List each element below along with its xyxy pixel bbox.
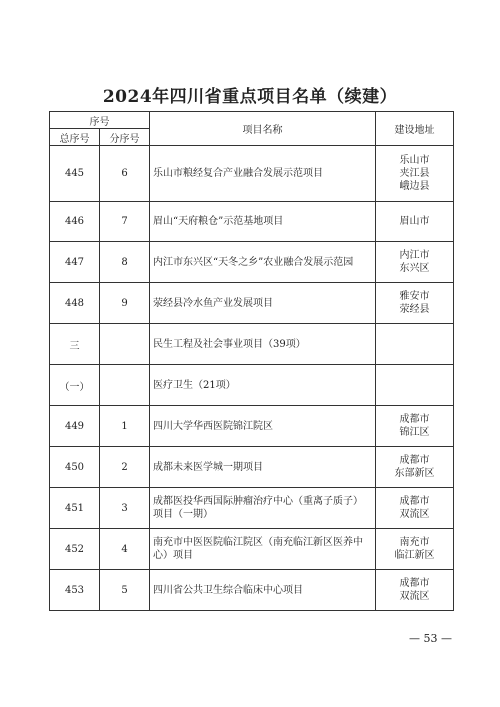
table-row — [50, 365, 454, 406]
location-cell — [376, 202, 454, 242]
location-line: 双流区 — [399, 509, 430, 520]
sub-number-cell: 7 — [100, 202, 150, 242]
location-line: 夹江县 — [399, 168, 430, 179]
sub-number-cell — [100, 365, 150, 406]
sub-number-cell — [100, 324, 150, 365]
project-name-cell: 内江市东兴区“天冬之乡”农业融合发展示范园 — [150, 242, 376, 283]
total-number-cell: （一） — [50, 365, 100, 406]
sub-number-cell: 9 — [100, 283, 150, 324]
sub-number-cell: 5 — [100, 570, 150, 611]
location-line: 荥经县 — [399, 304, 430, 315]
location-line: 乐山市 — [399, 155, 430, 166]
total-number-cell: 449 — [50, 406, 100, 447]
table-row — [50, 283, 454, 324]
project-name-cell: 南充市中医医院临江院区（南充临江新区医养中心）项目 — [150, 529, 376, 570]
project-name-cell: 成都医投华西国际肿瘤治疗中心（重离子质子）项目（一期） — [150, 488, 376, 529]
location-line: 内江市 — [399, 250, 430, 261]
location-line: 雅安市 — [399, 291, 430, 302]
total-number-cell: 453 — [50, 570, 100, 611]
location-line: 双流区 — [399, 591, 430, 602]
location-cell — [376, 570, 454, 611]
location-cell — [376, 406, 454, 447]
location-line: 眉山市 — [399, 216, 430, 227]
header-seq: 序号 — [50, 112, 150, 129]
total-number-cell: 三 — [50, 324, 100, 365]
total-number-cell: 451 — [50, 488, 100, 529]
location-line: 东兴区 — [399, 263, 430, 274]
header-project-name: 项目名称 — [150, 112, 376, 146]
sub-number-cell: 4 — [100, 529, 150, 570]
location-line: 峨边县 — [399, 181, 430, 192]
project-name-cell: 四川省公共卫生综合临床中心项目 — [150, 570, 376, 611]
table-row — [50, 242, 454, 283]
total-number-cell: 448 — [50, 283, 100, 324]
location-line: 南充市 — [399, 537, 430, 548]
location-cell — [376, 365, 454, 406]
location-cell — [376, 283, 454, 324]
table-row — [50, 146, 454, 202]
location-line: 临江新区 — [394, 550, 435, 561]
project-name-cell: 成都未来医学城一期项目 — [150, 447, 376, 488]
project-name-cell: 四川大学华西医院锦江院区 — [150, 406, 376, 447]
total-number-cell: 452 — [50, 529, 100, 570]
table-row — [50, 529, 454, 570]
total-number-cell: 450 — [50, 447, 100, 488]
project-name-cell: 民生工程及社会事业项目（39项） — [150, 324, 376, 365]
project-name-cell: 眉山“天府粮仓”示范基地项目 — [150, 202, 376, 242]
table-row — [50, 488, 454, 529]
header-location: 建设地址 — [376, 112, 454, 146]
project-table — [49, 111, 454, 611]
location-line: 成都市 — [399, 496, 430, 507]
total-number-cell: 446 — [50, 202, 100, 242]
table-row — [50, 447, 454, 488]
project-name-cell: 荥经县冷水鱼产业发展项目 — [150, 283, 376, 324]
project-name-cell: 乐山市粮经复合产业融合发展示范项目 — [150, 146, 376, 202]
location-cell — [376, 242, 454, 283]
project-name-cell: 医疗卫生（21项） — [150, 365, 376, 406]
table-row — [50, 324, 454, 365]
table-row — [50, 406, 454, 447]
sub-number-cell: 8 — [100, 242, 150, 283]
header-sub-no: 分序号 — [100, 129, 150, 146]
total-number-cell: 445 — [50, 146, 100, 202]
location-cell — [376, 146, 454, 202]
location-line: 东部新区 — [394, 468, 435, 479]
location-cell — [376, 447, 454, 488]
sub-number-cell: 1 — [100, 406, 150, 447]
sub-number-cell: 2 — [100, 447, 150, 488]
page-title: 2024年四川省重点项目名单（续建） — [102, 87, 398, 107]
table-body — [50, 146, 454, 611]
location-line: 锦江区 — [399, 427, 430, 438]
header-total-no: 总序号 — [50, 129, 100, 146]
location-cell — [376, 488, 454, 529]
page-number: — 53 — — [409, 632, 452, 645]
sub-number-cell: 6 — [100, 146, 150, 202]
total-number-cell: 447 — [50, 242, 100, 283]
location-cell — [376, 324, 454, 365]
table-row — [50, 202, 454, 242]
location-cell — [376, 529, 454, 570]
location-line: 成都市 — [399, 455, 430, 466]
location-line: 成都市 — [399, 414, 430, 425]
table-row — [50, 570, 454, 611]
location-line: 成都市 — [399, 578, 430, 589]
sub-number-cell: 3 — [100, 488, 150, 529]
